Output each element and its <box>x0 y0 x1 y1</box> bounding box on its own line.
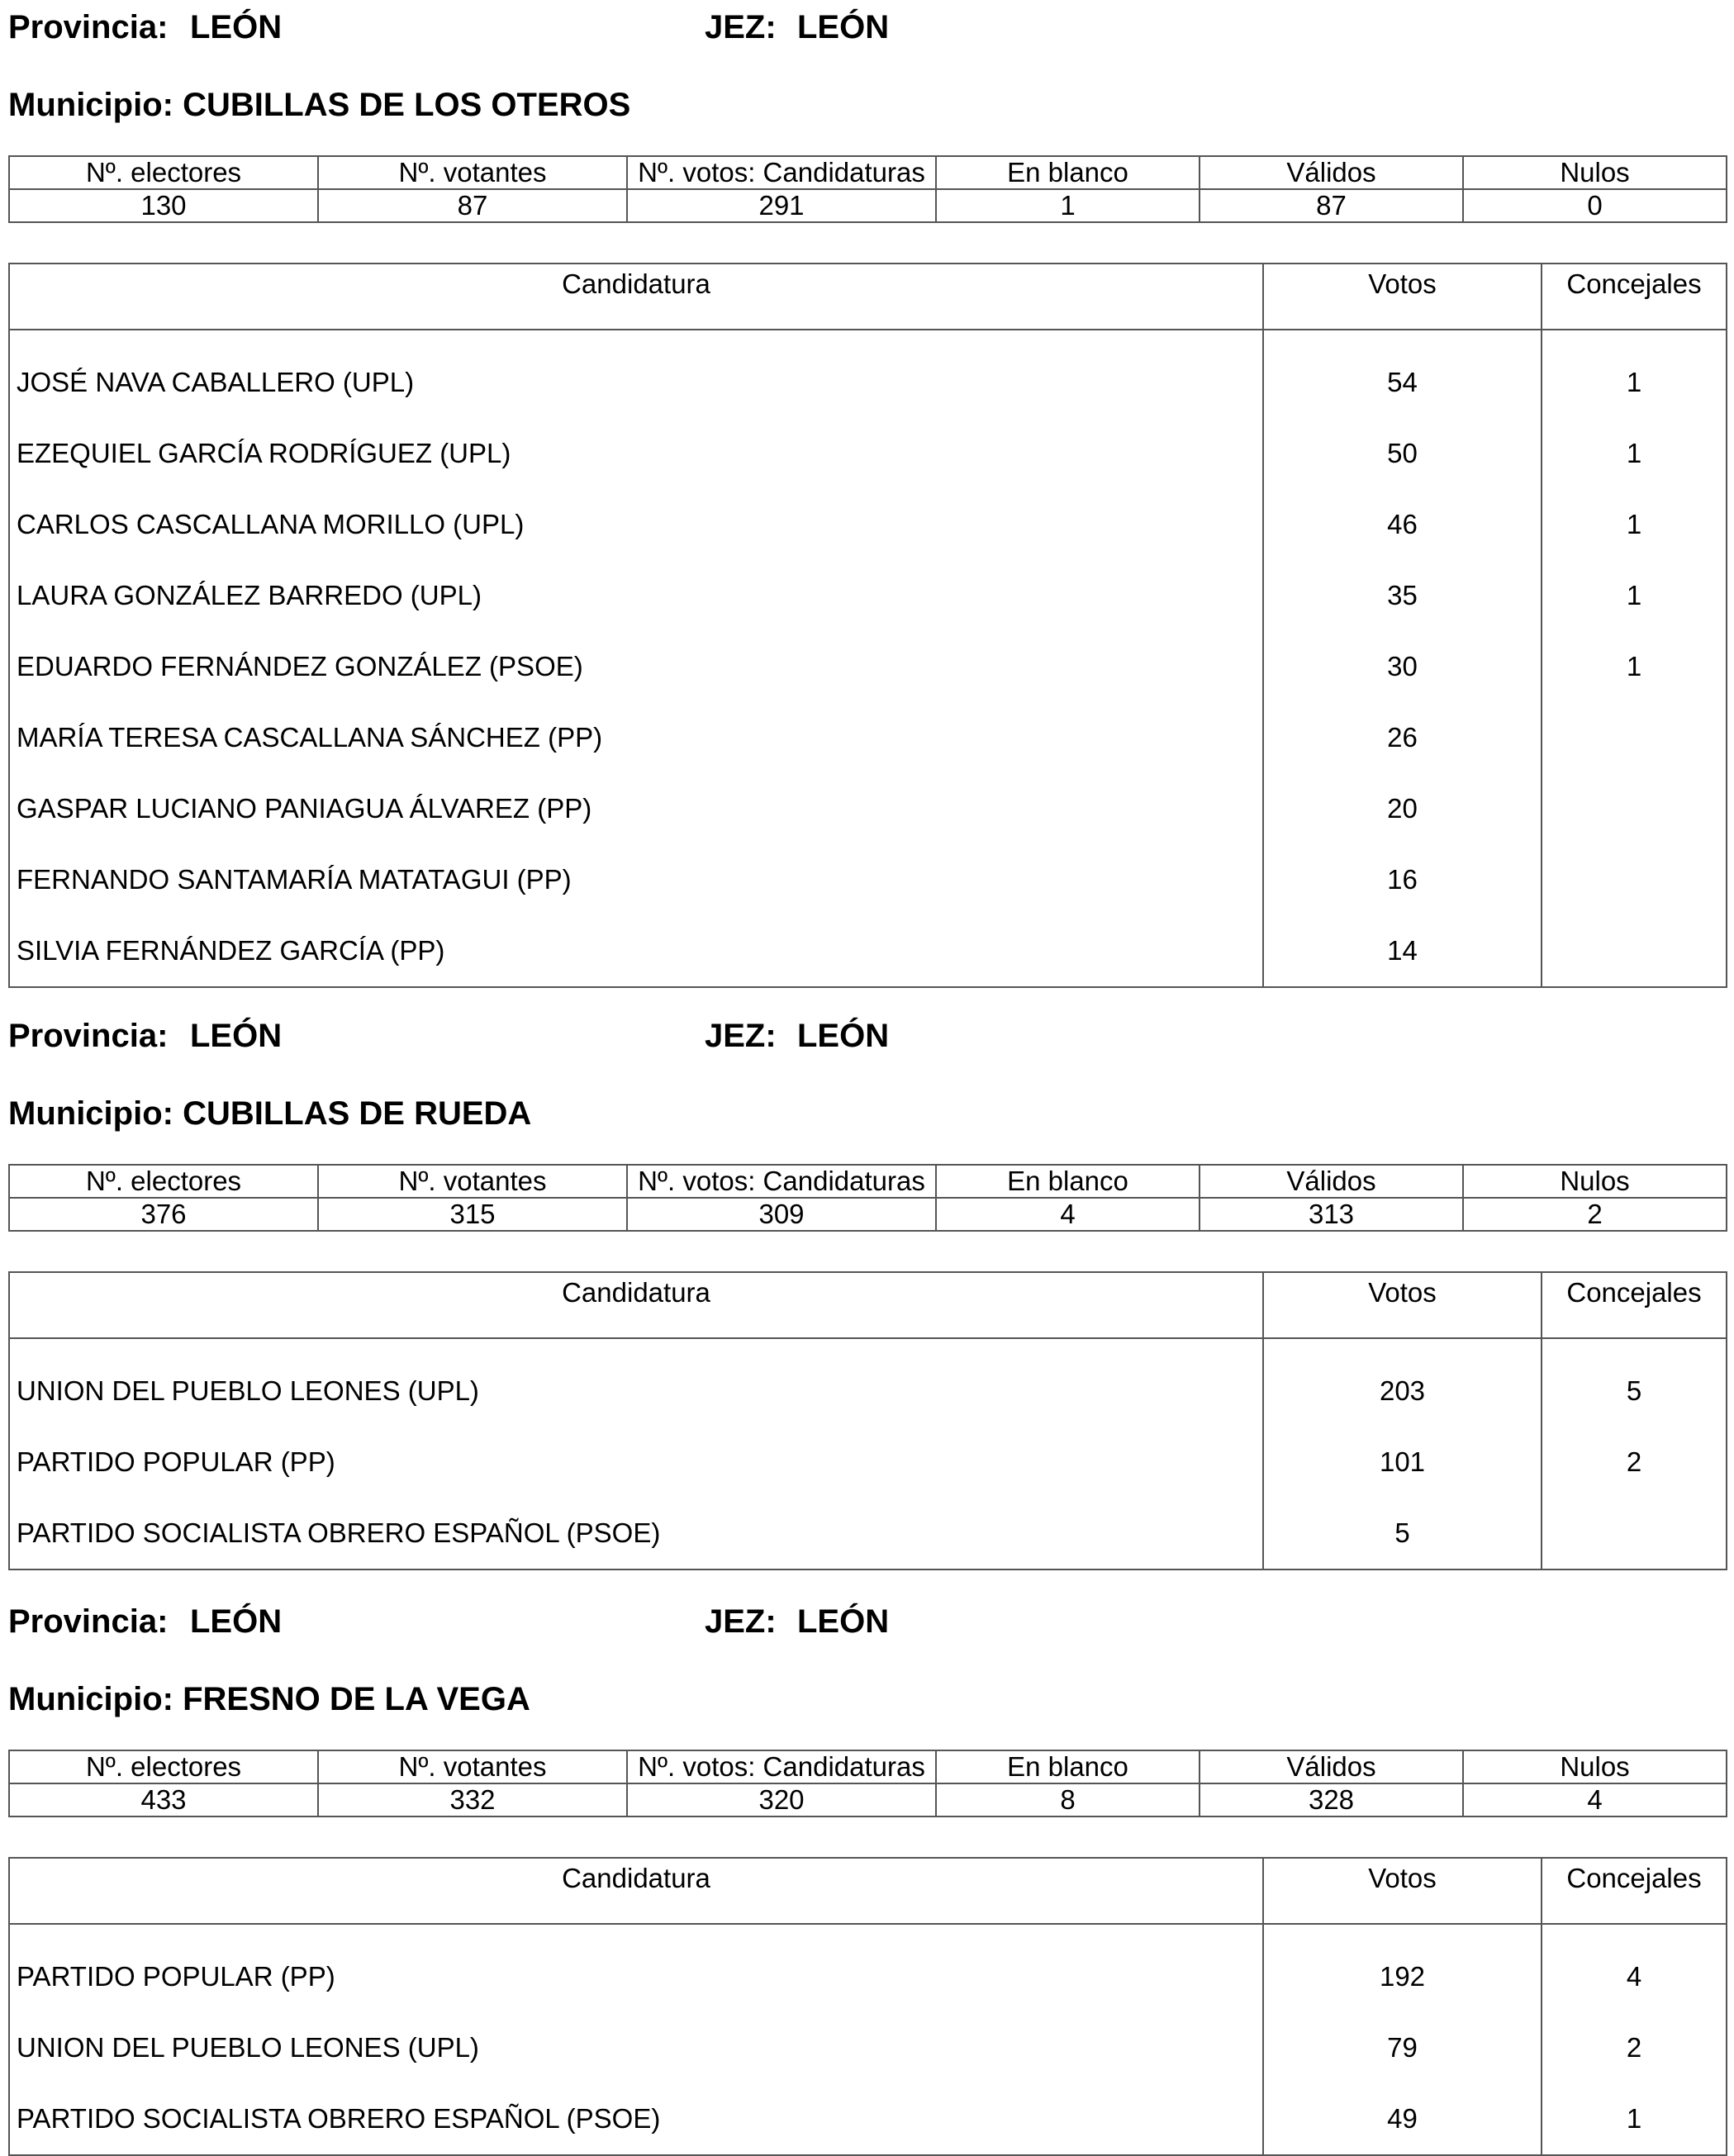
candidate-councillors: 2 <box>1542 1427 1727 1498</box>
candidate-name: LAURA GONZÁLEZ BARREDO (UPL) <box>9 560 1263 631</box>
candidates-table <box>8 1857 1727 2156</box>
stats-table <box>8 155 1727 223</box>
candidate-name: GASPAR LUCIANO PANIAGUA ÁLVAREZ (PP) <box>9 773 1263 844</box>
candidate-row <box>9 773 1727 844</box>
candidate-councillors: 1 <box>1542 489 1727 560</box>
jez-label: JEZ: <box>705 1603 795 1640</box>
candidate-councillors: 5 <box>1542 1338 1727 1427</box>
candidate-row <box>9 1498 1727 1570</box>
candidate-votes: 46 <box>1263 489 1542 560</box>
candidate-votes: 5 <box>1263 1498 1542 1570</box>
candidates-header-cell: Candidatura <box>9 1272 1263 1338</box>
stats-value-cell: 309 <box>627 1198 936 1231</box>
candidate-votes: 30 <box>1263 631 1542 702</box>
candidate-row <box>9 2012 1727 2083</box>
stats-table <box>8 1750 1727 1817</box>
candidate-name: EZEQUIEL GARCÍA RODRÍGUEZ (UPL) <box>9 418 1263 489</box>
stats-value-cell: 433 <box>9 1783 318 1816</box>
candidate-votes: 79 <box>1263 2012 1542 2083</box>
candidates-header-cell: Concejales <box>1542 1858 1727 1924</box>
stats-header-cell: Nulos <box>1463 1750 1727 1783</box>
jez-value: LEÓN <box>797 9 890 45</box>
candidate-name: EDUARDO FERNÁNDEZ GONZÁLEZ (PSOE) <box>9 631 1263 702</box>
stats-value-cell: 4 <box>936 1198 1200 1231</box>
stats-header-cell: Nº. electores <box>9 156 318 189</box>
candidate-name: UNION DEL PUEBLO LEONES (UPL) <box>9 1338 1263 1427</box>
stats-value-cell: 87 <box>318 189 627 222</box>
candidates-header-row <box>9 1858 1727 1924</box>
province-line <box>8 1015 1726 1057</box>
stats-header-cell: Nº. votantes <box>318 156 627 189</box>
stats-value-cell: 376 <box>9 1198 318 1231</box>
stats-header-cell: Válidos <box>1200 156 1463 189</box>
candidate-name: FERNANDO SANTAMARÍA MATATAGUI (PP) <box>9 844 1263 915</box>
candidate-name: PARTIDO SOCIALISTA OBRERO ESPAÑOL (PSOE) <box>9 1498 1263 1570</box>
municipio-line <box>8 84 630 126</box>
candidate-row <box>9 560 1727 631</box>
candidate-votes: 50 <box>1263 418 1542 489</box>
stats-value-row <box>9 1198 1727 1231</box>
candidates-header-cell: Votos <box>1263 264 1542 330</box>
municipio-label: Municipio: <box>8 1681 183 1717</box>
candidate-votes: 54 <box>1263 330 1542 418</box>
candidates-header-row <box>9 1272 1727 1338</box>
stats-header-row <box>9 1750 1727 1783</box>
candidate-row <box>9 2083 1727 2155</box>
municipio-line <box>8 1679 530 1720</box>
jez-label: JEZ: <box>705 1018 795 1054</box>
stats-value-cell: 1 <box>936 189 1200 222</box>
stats-value-row <box>9 1783 1727 1816</box>
candidate-row <box>9 631 1727 702</box>
municipio-line <box>8 1093 531 1134</box>
stats-header-cell: Nº. votantes <box>318 1750 627 1783</box>
candidates-header-row <box>9 264 1727 330</box>
municipio-label: Municipio: <box>8 87 183 123</box>
jez-label: JEZ: <box>705 9 795 45</box>
candidate-councillors: 1 <box>1542 418 1727 489</box>
provincia-label: Provincia: <box>8 1603 187 1640</box>
candidate-councillors: 1 <box>1542 631 1727 702</box>
candidate-councillors: 1 <box>1542 560 1727 631</box>
stats-header-cell: En blanco <box>936 156 1200 189</box>
stats-value-cell: 2 <box>1463 1198 1727 1231</box>
stats-header-cell: Nulos <box>1463 1165 1727 1198</box>
candidate-name: CARLOS CASCALLANA MORILLO (UPL) <box>9 489 1263 560</box>
stats-header-row <box>9 1165 1727 1198</box>
candidate-votes: 203 <box>1263 1338 1542 1427</box>
stats-value-cell: 130 <box>9 189 318 222</box>
candidate-councillors: 1 <box>1542 330 1727 418</box>
candidates-header-cell: Votos <box>1263 1272 1542 1338</box>
candidates-header-cell: Candidatura <box>9 1858 1263 1924</box>
candidates-header-cell: Candidatura <box>9 264 1263 330</box>
stats-value-cell: 320 <box>627 1783 936 1816</box>
municipio-value: FRESNO DE LA VEGA <box>183 1681 530 1717</box>
stats-value-cell: 332 <box>318 1783 627 1816</box>
candidate-councillors <box>1542 773 1727 844</box>
stats-value-cell: 4 <box>1463 1783 1727 1816</box>
candidate-votes: 101 <box>1263 1427 1542 1498</box>
stats-table <box>8 1164 1727 1232</box>
candidates-table <box>8 1271 1727 1570</box>
stats-value-row <box>9 189 1727 222</box>
candidate-name: PARTIDO POPULAR (PP) <box>9 1427 1263 1498</box>
candidate-votes: 192 <box>1263 1924 1542 2012</box>
municipio-value: CUBILLAS DE RUEDA <box>183 1095 532 1132</box>
candidates-header-cell: Votos <box>1263 1858 1542 1924</box>
stats-header-cell: En blanco <box>936 1165 1200 1198</box>
results-section <box>8 1015 1726 1552</box>
stats-value-cell: 313 <box>1200 1198 1463 1231</box>
candidate-votes: 20 <box>1263 773 1542 844</box>
provincia-label: Provincia: <box>8 9 187 45</box>
provincia-value: LEÓN <box>190 9 283 45</box>
candidate-councillors <box>1542 1498 1727 1570</box>
province-line <box>8 7 1726 48</box>
candidate-row <box>9 330 1727 418</box>
candidate-name: PARTIDO POPULAR (PP) <box>9 1924 1263 2012</box>
stats-header-cell: Nº. votos: Candidaturas <box>627 1165 936 1198</box>
candidate-row <box>9 1427 1727 1498</box>
provincia-value: LEÓN <box>190 1603 283 1640</box>
candidate-councillors <box>1542 844 1727 915</box>
candidate-votes: 16 <box>1263 844 1542 915</box>
candidate-councillors: 1 <box>1542 2083 1727 2155</box>
candidate-row <box>9 1924 1727 2012</box>
stats-header-cell: Nº. votos: Candidaturas <box>627 156 936 189</box>
candidates-header-cell: Concejales <box>1542 1272 1727 1338</box>
candidate-votes: 14 <box>1263 915 1542 987</box>
candidate-row <box>9 915 1727 987</box>
provincia-label: Provincia: <box>8 1018 187 1054</box>
candidate-votes: 35 <box>1263 560 1542 631</box>
municipio-label: Municipio: <box>8 1095 183 1132</box>
jez-value: LEÓN <box>797 1018 890 1054</box>
provincia-value: LEÓN <box>190 1018 283 1054</box>
candidate-councillors: 2 <box>1542 2012 1727 2083</box>
jez-value: LEÓN <box>797 1603 890 1640</box>
candidates-header-cell: Concejales <box>1542 264 1727 330</box>
candidate-row <box>9 844 1727 915</box>
stats-header-cell: En blanco <box>936 1750 1200 1783</box>
stats-header-cell: Nº. electores <box>9 1750 318 1783</box>
stats-value-cell: 291 <box>627 189 936 222</box>
stats-header-cell: Nº. votos: Candidaturas <box>627 1750 936 1783</box>
candidate-row <box>9 1338 1727 1427</box>
candidate-name: SILVIA FERNÁNDEZ GARCÍA (PP) <box>9 915 1263 987</box>
stats-header-cell: Nº. electores <box>9 1165 318 1198</box>
candidate-name: JOSÉ NAVA CABALLERO (UPL) <box>9 330 1263 418</box>
stats-value-cell: 328 <box>1200 1783 1463 1816</box>
candidate-councillors <box>1542 702 1727 773</box>
stats-value-cell: 8 <box>936 1783 1200 1816</box>
stats-value-cell: 87 <box>1200 189 1463 222</box>
candidate-name: PARTIDO SOCIALISTA OBRERO ESPAÑOL (PSOE) <box>9 2083 1263 2155</box>
candidate-votes: 49 <box>1263 2083 1542 2155</box>
results-section <box>8 7 1726 966</box>
stats-header-cell: Nulos <box>1463 156 1727 189</box>
candidate-name: MARÍA TERESA CASCALLANA SÁNCHEZ (PP) <box>9 702 1263 773</box>
candidate-councillors <box>1542 915 1727 987</box>
stats-header-row <box>9 156 1727 189</box>
candidate-name: UNION DEL PUEBLO LEONES (UPL) <box>9 2012 1263 2083</box>
candidate-row <box>9 489 1727 560</box>
candidate-councillors: 4 <box>1542 1924 1727 2012</box>
candidate-row <box>9 702 1727 773</box>
candidate-row <box>9 418 1727 489</box>
candidates-table <box>8 263 1727 988</box>
stats-value-cell: 315 <box>318 1198 627 1231</box>
stats-header-cell: Válidos <box>1200 1750 1463 1783</box>
candidate-votes: 26 <box>1263 702 1542 773</box>
province-line <box>8 1601 1726 1642</box>
results-section <box>8 1601 1726 2138</box>
municipio-value: CUBILLAS DE LOS OTEROS <box>183 87 631 123</box>
stats-header-cell: Válidos <box>1200 1165 1463 1198</box>
stats-header-cell: Nº. votantes <box>318 1165 627 1198</box>
stats-value-cell: 0 <box>1463 189 1727 222</box>
